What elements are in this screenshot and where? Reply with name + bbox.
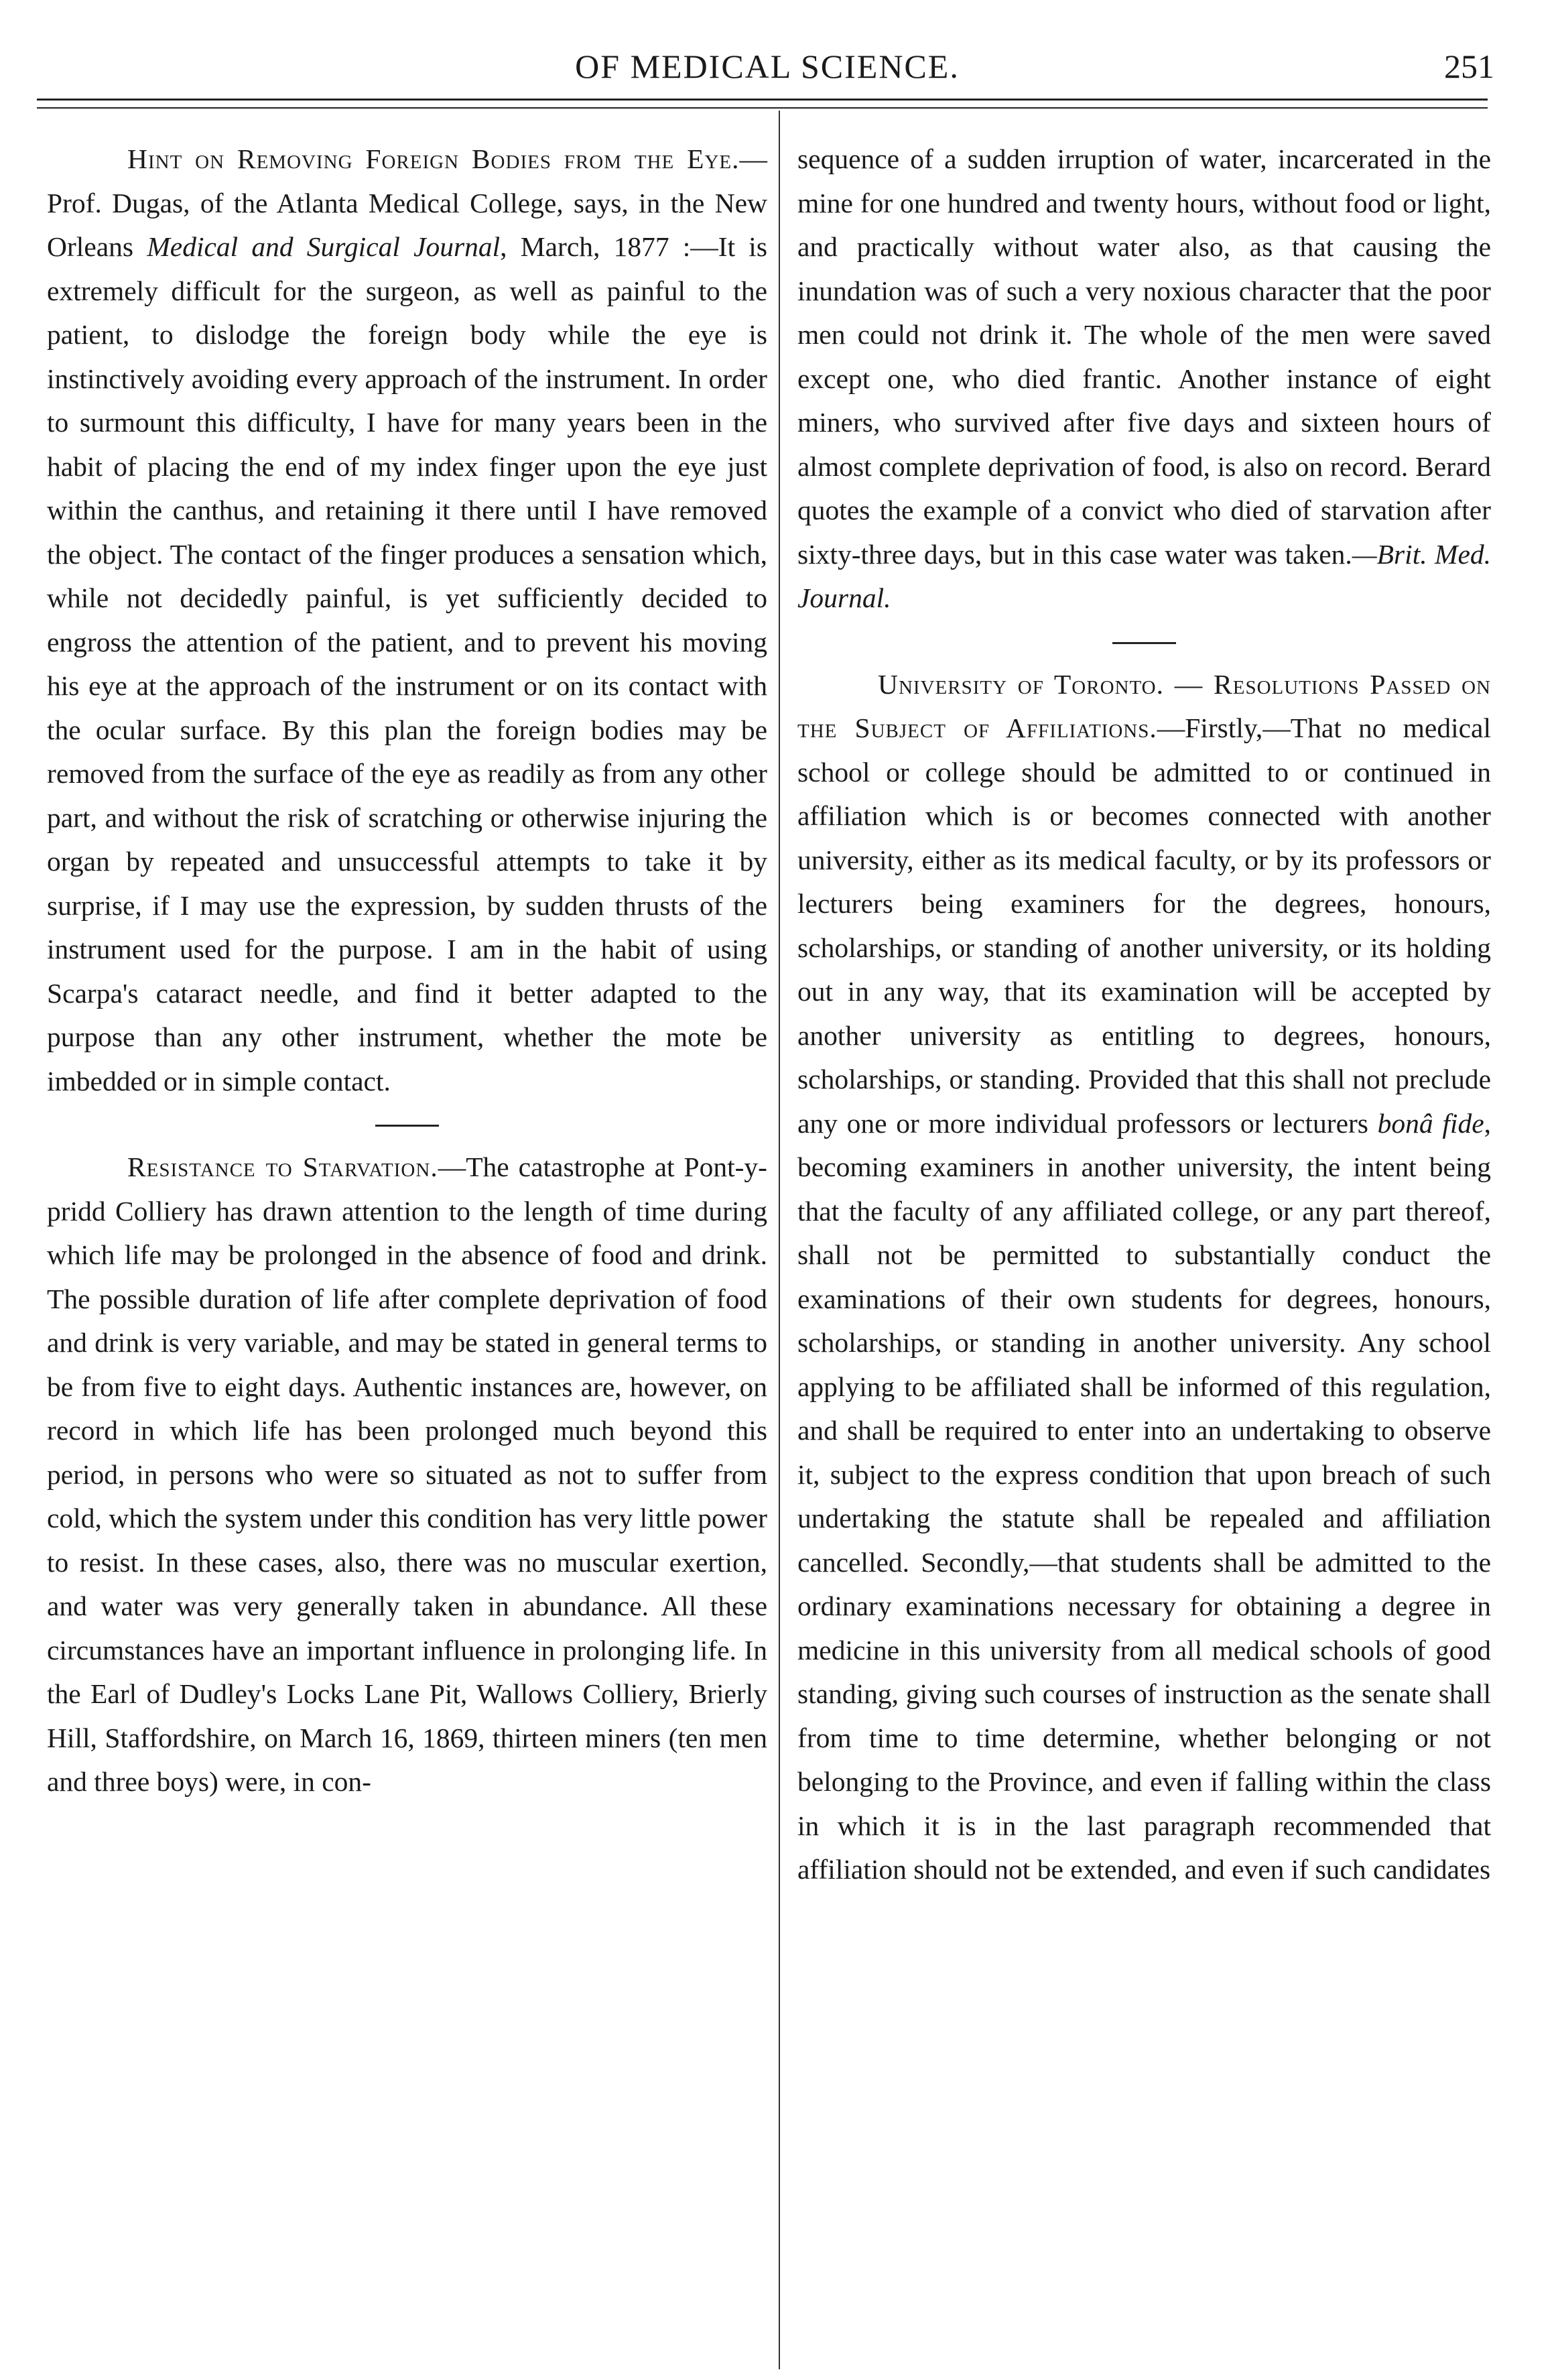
right-column [797,137,1491,1892]
header-rule-top [37,99,1488,101]
journal-title: Medical and Surgical Journal [147,231,501,262]
running-head [40,47,1494,94]
article-text: —Firstly,—That no medical school or college should be admitted to or continued in affiliation which is or becomes connected with another university, either as its medical faculty, or by its professors or lecturers being examiners for the degrees, honours, scholarships, or standing of another university, or its holding out in any way, that its examination will be accepted by another university as entitling to degrees, honours, scholarships, or standing. Provided that this shall not preclude any one or more individual professors or lecturers [797,712,1491,1139]
header-rule-bottom [37,107,1488,109]
latin-phrase: bonâ fide [1377,1107,1484,1139]
article-text: , March, 1877 :—It is extremely difficult for the surgeon, as well as painful to the patient, to dislodge the foreign body while the eye is instinctively avoiding every approach of the instrument. In order to surmount this difficulty, I have for many years been in the habit of placing the end of my index finger upon the eye just within the canthus, and retaining it there until I have removed the object. The contact of the finger produces a sensation which, while not decidedly painful, is yet sufficiently decided to engross the attention of the patient, and to prevent his moving his eye at the approach of the instrument or on its contact with the ocular surface. By this plan the foreign bodies may be removed from the surface of the eye as readily as from any other part, and without the risk of scratching or otherwise injuring the organ by repeated and unsuccessful attempts to take it by surprise, if I may use the expression, by sudden thrusts of the instrument used for the purpose. I am in the habit of using Scarpa's cataract needle, and find it better adapted to the purpose than any other instrument, whether the mote be imbedded or in simple contact. [47,231,767,1097]
section-separator [375,1125,439,1127]
left-column [47,137,767,1804]
article-text: sequence of a sudden irruption of water, incarcerated in the mine for one hundred and twenty hours, without food or light, and practically without water also, as that causing the inundation was of such a very noxious character that the poor men could not drink it. The whole of the men were saved except one, who died frantic. Another instance of eight miners, who survived after five days and sixteen hours of almost complete deprivation of food, is also on record. Berard quotes the example of a convict who died of starvation after sixty-three days, but in this case water was taken. [797,143,1491,570]
article-resistance-starvation [47,1145,767,1804]
article-paragraph [797,663,1491,1892]
article-heading: Resistance to Starvation. [127,1151,438,1182]
article-paragraph [797,137,1491,621]
column-divider [779,111,780,2369]
article-paragraph [47,137,767,1103]
article-heading: University of Toronto. — Resolutions Passed on the Subject of Affiliations. [797,668,1491,743]
article-paragraph [47,1145,767,1804]
article-resistance-starvation-continued [797,137,1491,621]
section-separator [1112,642,1176,644]
article-text: , becoming examiners in another university, the intent being that the faculty of any affiliated college, or any part thereof, shall not be permitted to substantially conduct the examinations of their own students for degrees, honours, scholarships, or standing in another university. Any school applying to be affiliated shall be informed of this regulation, and shall be required to enter into an undertaking to observe it, subject to the express condition that upon breach of such undertaking the statute shall be repealed and affiliation cancelled. Secondly,—that students shall be admitted to the ordinary examinations necessary for obtaining a degree in medicine in this university from all medical schools of good standing, giving such courses of instruction as the senate shall from time to time determine, whether belonging or not belonging to the Province, and even if falling within the class in which it is in the last paragraph recommended that affiliation should not be extended, and even if such candidates [797,1107,1491,1885]
source-citation: —Brit. Med. Journal. [797,538,1491,613]
article-text: —Prof. Dugas, of the Atlanta Medical College, says, in the New Orleans [47,143,767,262]
running-title: OF MEDICAL SCIENCE. [575,48,960,85]
page-number: 251 [1444,48,1494,85]
article-heading: Hint on Removing Foreign Bodies from the Eye. [127,143,740,174]
article-text: —The catastrophe at Pont-y-pridd Colliery has drawn attention to the length of time during which life may be prolonged in the absence of food and drink. The possible duration of life after complete deprivation of food and drink is very variable, and may be stated in general terms to be from five to eight days. Authentic instances are, however, on record in which life has been prolonged much beyond this period, in persons who were so situated as not to suffer from cold, which the system under this condition has very little power to resist. In these cases, also, there was no muscular exertion, and water was very generally taken in abundance. All these circumstances have an important influence in prolonging life. In the Earl of Dudley's Locks Lane Pit, Wallows Colliery, Brierly Hill, Staffordshire, on March 16, 1869, thirteen miners (ten men and three boys) were, in con- [47,1151,767,1797]
article-university-toronto [797,663,1491,1892]
article-foreign-bodies-eye [47,137,767,1103]
